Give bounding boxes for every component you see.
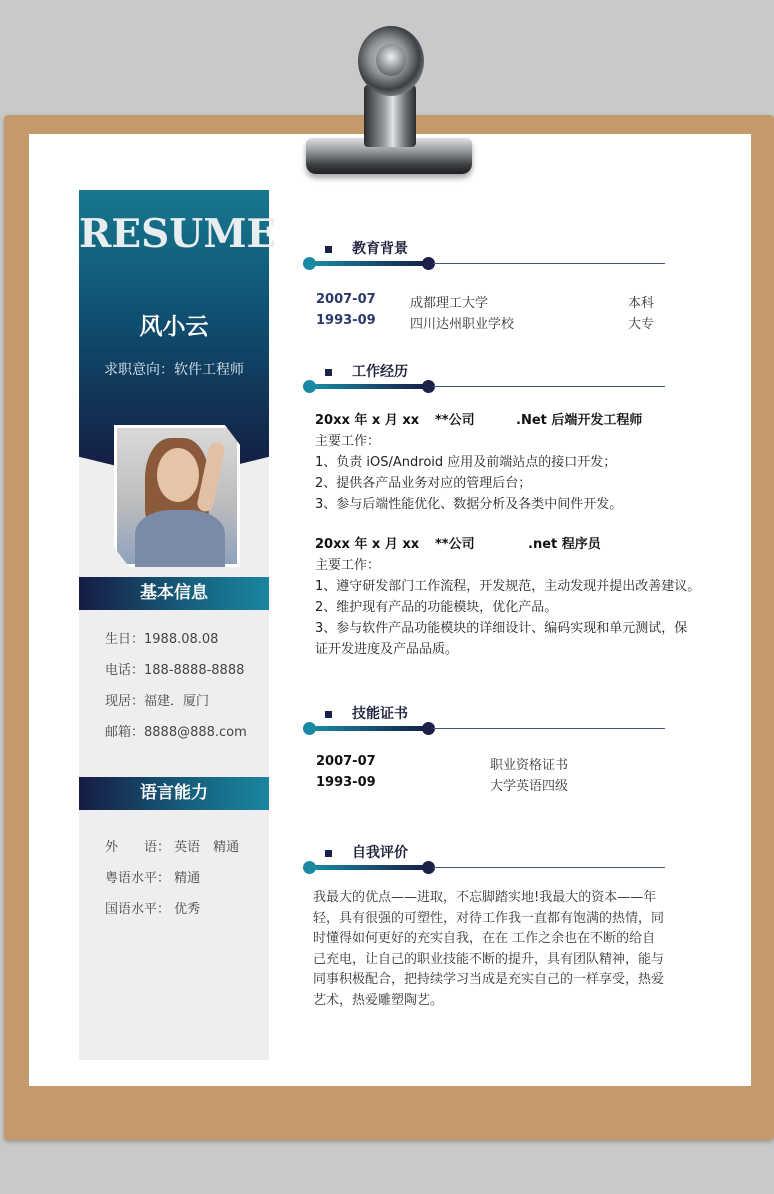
info-email: 邮箱：8888@888.com: [105, 725, 247, 740]
skill-name: 大学英语四级: [490, 779, 569, 794]
square-bullet-icon: [325, 711, 332, 718]
info-phone: 电话：188-8888-8888: [105, 663, 245, 678]
section-title: 教育背景: [352, 241, 408, 257]
edu-degree: 本科: [628, 296, 655, 311]
divider-thin: [433, 386, 665, 387]
divider-dot-left: [303, 722, 316, 735]
language-label: 外 语：: [105, 840, 171, 855]
self-evaluation-text: 我最大的优点——进取，不忘脚踏实地!我最大的资本——年轻，具有很强的可塑性，对待工作我一直都有饱满的热情，同时懂得如何更好的充实自我，在在 工作之余也在不断的给自己充电，让自己的职业技能不断的提升，具有团队精神，能与同事积极配合，把持续学习当成是充实自己的一样享受，热爱艺术，热爱雕塑陶艺。: [313, 890, 665, 1008]
info-birthday: 生日：1988.08.08: [105, 632, 219, 647]
job-company: **公司: [435, 413, 475, 428]
square-bullet-icon: [325, 369, 332, 376]
job-position: .net 程序员: [528, 537, 601, 552]
divider-dot-left: [303, 257, 316, 270]
resume-heading: RESUME: [79, 211, 277, 257]
divider-thick: [313, 261, 431, 266]
job-duty: 1、遵守研发部门工作流程，开发规范，主动发现并提出改善建议。: [315, 579, 701, 594]
language-value: 优秀: [174, 902, 201, 917]
job-company: **公司: [435, 537, 475, 552]
section-header-skills: [303, 703, 665, 743]
candidate-name: 风小云: [139, 314, 209, 340]
job-duty: 3、参与软件产品功能模块的详细设计、编码实现和单元测试，保: [315, 621, 688, 636]
job-date: 20xx 年 x 月 xx: [315, 413, 420, 428]
job-position: .Net 后端开发工程师: [516, 413, 643, 428]
skill-name: 职业资格证书: [490, 758, 569, 773]
section-title: 工作经历: [352, 364, 408, 380]
photo-face: [157, 448, 199, 502]
divider-dot-left: [303, 861, 316, 874]
binder-clip-hole: [376, 44, 406, 76]
language-label: 粤语水平：: [105, 871, 171, 886]
edu-degree: 大专: [628, 317, 655, 332]
skill-date: 2007-07: [316, 754, 376, 769]
divider-thick: [313, 384, 431, 389]
basic-info-title: 基本信息: [79, 577, 269, 610]
edu-school: 成都理工大学: [410, 296, 489, 311]
divider-thin: [433, 867, 665, 868]
divider-thick: [313, 726, 431, 731]
language-cantonese: [105, 867, 200, 886]
language-value: 精通: [174, 871, 201, 886]
section-title: 自我评价: [352, 845, 408, 861]
job-duty: 1、负责 iOS/Android 应用及前端站点的接口开发；: [315, 455, 617, 470]
language-foreign: [105, 836, 239, 855]
profile-photo: [114, 425, 240, 567]
edu-school: 四川达州职业学校: [410, 317, 515, 332]
job-duty: 3、参与后端性能优化、数据分析及各类中间件开发。: [315, 497, 623, 512]
square-bullet-icon: [325, 850, 332, 857]
job-lead: 主要工作：: [315, 434, 381, 449]
section-header-work: [303, 361, 665, 401]
job-duty: 2、维护现有产品的功能模块，优化产品。: [315, 600, 558, 615]
edu-date: 1993-09: [316, 313, 376, 328]
edu-date: 2007-07: [316, 292, 376, 307]
divider-dot-left: [303, 380, 316, 393]
job-duty: 2、提供各产品业务对应的管理后台；: [315, 476, 532, 491]
divider-thin: [433, 263, 665, 264]
language-label: 国语水平：: [105, 902, 171, 917]
job-intent: 求职意向：软件工程师: [104, 362, 244, 378]
job-lead: 主要工作：: [315, 558, 381, 573]
section-header-education: [303, 238, 665, 278]
divider-thin: [433, 728, 665, 729]
divider-thick: [313, 865, 431, 870]
language-mandarin: [105, 898, 200, 917]
language-title: 语言能力: [79, 777, 269, 810]
info-location: 现居：福建．厦门: [105, 694, 210, 709]
section-header-self: [303, 842, 665, 882]
skill-date: 1993-09: [316, 775, 376, 790]
square-bullet-icon: [325, 246, 332, 253]
job-duty: 证开发进度及产品品质。: [315, 642, 459, 657]
job-date: 20xx 年 x 月 xx: [315, 537, 420, 552]
language-value: 英语 精通: [174, 840, 240, 855]
photo-body: [135, 510, 225, 570]
section-title: 技能证书: [352, 706, 408, 722]
